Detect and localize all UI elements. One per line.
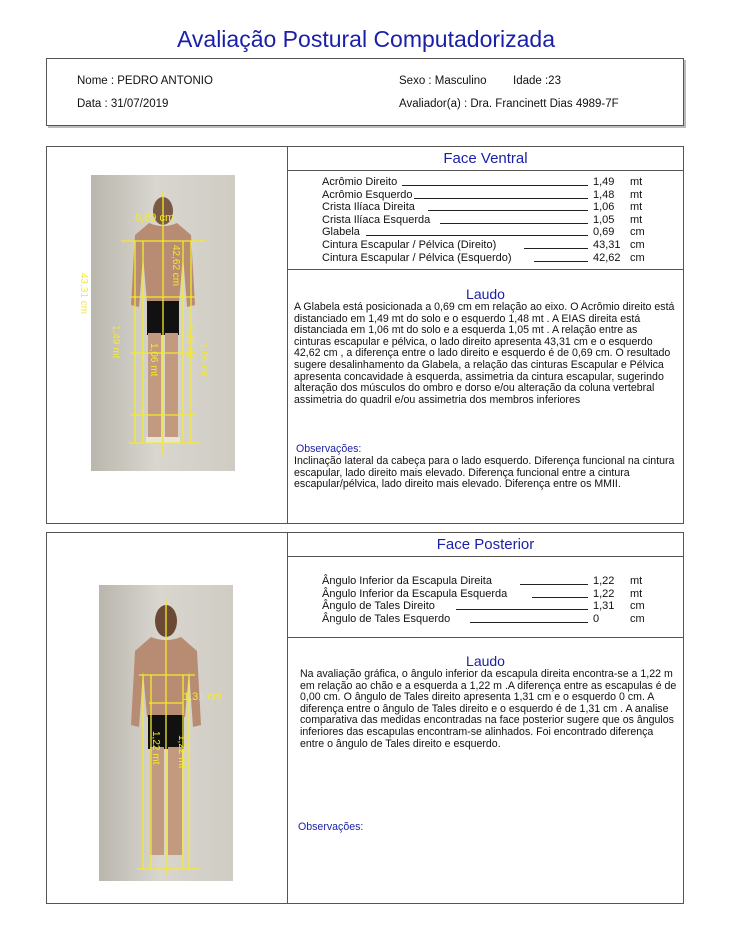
measure-value: 1,06 bbox=[593, 201, 615, 214]
posterior-obs-label: Observações: bbox=[298, 821, 364, 833]
measure-value: 0 bbox=[593, 612, 600, 625]
measure-leader bbox=[428, 210, 588, 211]
posterior-title: Face Posterior bbox=[288, 533, 683, 557]
ventral-title: Face Ventral bbox=[288, 147, 683, 171]
measure-label: Acrômio Direito bbox=[322, 176, 398, 188]
measure-label: Ângulo Inferior da Escapula Direita bbox=[322, 575, 492, 587]
evaluator: Avaliador(a) : Dra. Francinett Dias 4989-7F bbox=[399, 98, 619, 110]
measure-label: Ângulo Inferior da Escapula Esquerda bbox=[322, 587, 508, 600]
left-crista-label: 1,06 mt bbox=[148, 343, 159, 377]
measure-unit: mt bbox=[630, 188, 643, 201]
patient-name: Nome : PEDRO ANTONIO bbox=[77, 75, 213, 87]
right-crista-label: 1,05 mt bbox=[198, 343, 209, 377]
measure-value: 43,31 bbox=[593, 238, 621, 251]
measure-leader bbox=[534, 261, 588, 262]
measure-label: Acrômio Esquerdo bbox=[322, 188, 413, 201]
right-scap-label: 1,22 mt bbox=[176, 735, 187, 769]
measure-unit: cm bbox=[630, 600, 645, 613]
ventral-laudo-title: Laudo bbox=[466, 286, 505, 302]
measure-leader bbox=[440, 223, 588, 224]
glabela-label: 0,69 cm bbox=[135, 212, 175, 224]
measure-unit: mt bbox=[630, 201, 643, 214]
posterior-photo bbox=[99, 585, 233, 881]
left-waist-label: 43,31 cm bbox=[78, 273, 89, 315]
tales-label: 1,31 cm bbox=[183, 691, 223, 703]
measure-value: 1,22 bbox=[593, 587, 615, 600]
measure-label: Crista Ilíaca Direita bbox=[322, 201, 415, 214]
patient-info-box bbox=[46, 58, 684, 126]
measure-unit: cm bbox=[630, 226, 645, 239]
measure-value: 1,22 bbox=[593, 575, 615, 587]
ventral-divider bbox=[288, 269, 683, 270]
measure-label: Crista Ilíaca Esquerda bbox=[322, 213, 431, 226]
posterior-photo-figure bbox=[99, 585, 233, 881]
ventral-laudo-text: A Glabela está posicionada a 0,69 cm em relação ao eixo. O Acrômio direito está distanciado em 1,49 mt do solo e o esquerdo 1,48 mt . A EIAS direita está distanciada em 1,06 mt do solo e a esquerda 1,05 mt . A relação entre as cinturas escapular e pélvica, o lado direito apresenta 43,31 cm e o esquerdo 42,62 cm , a diferença entre o lado direito e esquerdo é de 0,69 cm. O resultado sugere desalinhamento da Glabela, a relação das cinturas Escapular e Pélvica apresenta concavidade à esquerda, assimetria da cintura escapular, sugerindo alteração dos músculos do ombro e dorso e/ou alteração da coluna vertebral assimetria do quadril e/ou assimetria dos membros inferiores bbox=[294, 301, 675, 406]
measure-unit: mt bbox=[630, 213, 643, 226]
measure-value: 1,05 bbox=[593, 213, 615, 226]
ventral-photo bbox=[78, 175, 235, 471]
measure-value: 1,48 bbox=[593, 188, 615, 201]
patient-age: Idade :23 bbox=[513, 75, 561, 87]
measure-unit: mt bbox=[630, 587, 643, 600]
posterior-laudo-text: Na avaliação gráfica, o ângulo inferior da escapula direita encontra-se a 1,22 m em relação ao chão e a esquerda a 1,22 m .A diferença entre as escapulas é de 0,00 cm. O ângulo de Tales direito apresenta 1,31 cm e o esquerdo 0 cm. A diferença entre o ângulo de Tales direito e o esquerdo é de 1,31 cm . A analise comparativa das medidas encontradas na face posterior sugere que os ângulos inferiores das escapulas encontram-se alinhados. Foi encontrado diferença entre o ângulo de Tales direito e esquerdo. bbox=[300, 668, 677, 750]
measure-leader bbox=[414, 198, 588, 199]
measure-label: Ângulo de Tales Esquerdo bbox=[322, 612, 451, 625]
posterior-divider bbox=[288, 637, 683, 638]
measure-unit: mt bbox=[630, 176, 643, 188]
measure-value: 1,31 bbox=[593, 600, 615, 613]
ventral-obs-label: Observações: bbox=[296, 443, 362, 455]
right-waist-label: 42,62 cm bbox=[170, 245, 181, 287]
measure-label: Cintura Escapular / Pélvica (Direito) bbox=[322, 238, 497, 251]
posterior-laudo-title: Laudo bbox=[466, 653, 505, 669]
measure-leader bbox=[470, 622, 588, 623]
measure-unit: cm bbox=[630, 251, 645, 264]
ventral-obs-text: Inclinação lateral da cabeça para o lado esquerdo. Diferença funcional na cintura escapular, lado direito mais elevado. Diferença funcional entre a cintura escapular/pélvica, lado direito mais elevado. Diferença entre os MMII. bbox=[294, 455, 675, 491]
measure-unit: cm bbox=[630, 238, 645, 251]
posterior-section bbox=[46, 532, 684, 904]
left-scap-label: 1,22 mt bbox=[150, 731, 161, 765]
measure-leader bbox=[402, 185, 588, 186]
left-acromio-label: 1,49 mt bbox=[110, 325, 121, 359]
measure-unit: mt bbox=[630, 575, 643, 587]
measure-value: 0,69 bbox=[593, 226, 615, 239]
right-acromio-label: 1,48 mt bbox=[184, 325, 195, 359]
measure-leader bbox=[524, 248, 588, 249]
measure-leader bbox=[520, 584, 588, 585]
measure-leader bbox=[532, 597, 588, 598]
measure-leader bbox=[456, 609, 588, 610]
posterior-data-panel bbox=[288, 533, 683, 903]
measure-label: Ângulo de Tales Direito bbox=[322, 600, 435, 613]
ventral-data-panel bbox=[288, 147, 683, 523]
posterior-photo-panel bbox=[47, 533, 288, 903]
page-title: Avaliação Postural Computadorizada bbox=[176, 26, 556, 52]
measure-leader bbox=[366, 235, 588, 236]
ventral-section bbox=[46, 146, 684, 524]
measure-value: 1,49 bbox=[593, 176, 615, 188]
patient-sex: Sexo : Masculino bbox=[399, 75, 487, 87]
measure-value: 42,62 bbox=[593, 251, 621, 264]
ventral-photo-panel bbox=[47, 147, 288, 523]
measure-label: Glabela bbox=[322, 226, 360, 239]
measure-label: Cintura Escapular / Pélvica (Esquerdo) bbox=[322, 251, 512, 264]
evaluation-date: Data : 31/07/2019 bbox=[77, 98, 169, 110]
measure-unit: cm bbox=[630, 612, 645, 625]
